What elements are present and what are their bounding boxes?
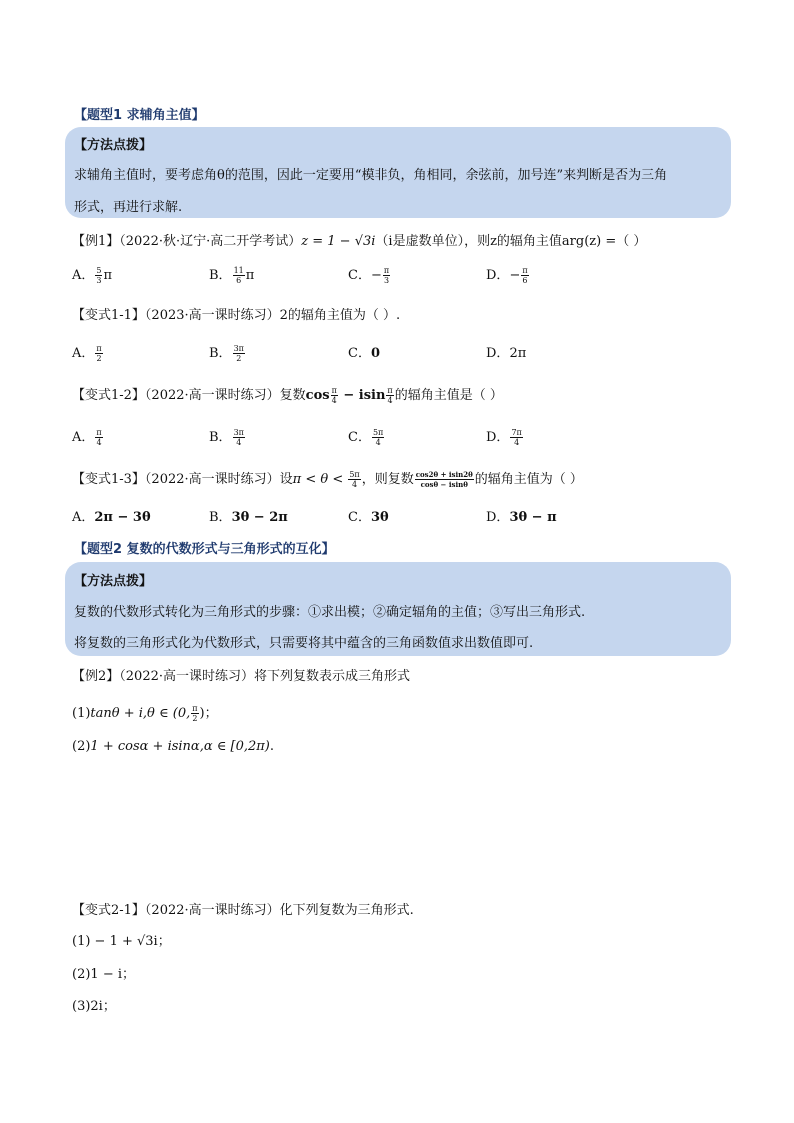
option-label: C． xyxy=(348,430,371,445)
option-value: 3θ − π xyxy=(509,510,557,525)
item-end: . xyxy=(269,739,275,754)
variant-1-3-question xyxy=(72,468,583,489)
example1-prefix: 【例1】（2022·秋·辽宁·高二开学考试） xyxy=(72,234,302,249)
option-label: B． xyxy=(209,430,232,445)
option-label: A． xyxy=(72,346,95,361)
fraction xyxy=(372,428,384,447)
method-text-1b: 形式，再进行求解. xyxy=(74,200,183,215)
fraction xyxy=(383,266,390,285)
option-label: D． xyxy=(486,268,510,283)
option-tail: π xyxy=(103,268,113,283)
fraction-denominator: 2 xyxy=(96,354,102,363)
example1-option-b[interactable] xyxy=(209,264,254,285)
example2-question: 【例2】（2022·高一课时练习）将下列复数表示成三角形式 xyxy=(72,669,410,684)
fraction xyxy=(191,704,198,723)
variant-1-2-question xyxy=(72,384,503,405)
variant-2-1-question: 【变式2-1】（2022·高一课时练习）化下列复数为三角形式. xyxy=(72,903,414,918)
fraction-denominator: cosθ − isinθ xyxy=(420,480,468,489)
fraction xyxy=(233,428,245,447)
variant-1-3-suffix: 的辐角主值为（ ） xyxy=(474,472,583,487)
option-value: 2π − 3θ xyxy=(94,510,151,525)
fraction-numerator: 3π xyxy=(233,344,244,353)
variant-1-2-option-a[interactable] xyxy=(72,426,104,447)
variant-1-2-mid: − isin xyxy=(338,388,386,403)
option-label: A． xyxy=(72,430,95,445)
variant-1-3-prefix: 【变式1-3】（2022·高一课时练习）设 xyxy=(72,472,293,487)
fraction-numerator: 5π xyxy=(372,428,384,437)
fraction-numerator: π xyxy=(192,704,198,713)
fraction-numerator: π xyxy=(522,266,528,275)
fraction xyxy=(233,344,245,363)
fraction xyxy=(386,386,393,405)
option-label: C． xyxy=(348,268,371,283)
variant-2-1-item-3: (3)2i； xyxy=(72,999,116,1014)
fraction-denominator: 2 xyxy=(236,354,242,363)
fraction-numerator: 3π xyxy=(233,428,244,437)
fraction-denominator: 4 xyxy=(387,396,393,405)
item-expression: 1 + cosα + isinα,α ∈ [0,2π) xyxy=(90,739,270,754)
item-end: )； xyxy=(199,706,218,721)
fraction-numerator: π xyxy=(387,386,393,395)
option-label: D． xyxy=(486,510,510,525)
fraction xyxy=(331,386,338,405)
item-number: (2) xyxy=(72,739,91,754)
option-tail: π xyxy=(245,268,255,283)
variant-1-2-suffix: 的辐角主值是（ ） xyxy=(394,388,503,403)
variant-1-3-option-b[interactable] xyxy=(209,506,288,525)
variant-1-3-option-a[interactable] xyxy=(72,506,151,525)
fraction xyxy=(348,470,360,489)
option-label: B． xyxy=(209,268,232,283)
variant-1-3-condition: π < θ < xyxy=(292,472,348,487)
fraction-denominator: 6 xyxy=(236,276,242,285)
fraction xyxy=(95,344,102,363)
variant-1-3-option-c[interactable] xyxy=(348,506,389,525)
variant-1-2-prefix: 【变式1-2】（2022·高一课时练习）复数 xyxy=(72,388,306,403)
example1-expr: z = 1 − √3i xyxy=(301,234,376,249)
method-text-2a: 复数的代数形式转化为三角形式的步骤：①求出模；②确定辐角的主值；③写出三角形式. xyxy=(74,605,586,620)
variant-1-1-option-a[interactable] xyxy=(72,342,104,363)
fraction-denominator: 4 xyxy=(351,480,358,489)
fraction-denominator: 4 xyxy=(96,438,102,447)
fraction-numerator: 5π xyxy=(349,470,360,479)
example1-question xyxy=(72,230,646,249)
fraction-numerator: π xyxy=(331,386,337,395)
fraction-numerator: π xyxy=(96,428,102,437)
option-label: C． xyxy=(348,510,371,525)
example2-item-1 xyxy=(72,702,218,723)
fraction-denominator: 4 xyxy=(375,438,381,447)
fraction xyxy=(95,266,102,285)
variant-1-1-option-b[interactable] xyxy=(209,342,246,363)
variant-1-3-option-d[interactable] xyxy=(486,506,557,525)
option-label: B． xyxy=(209,346,232,361)
variant-1-1-option-c[interactable] xyxy=(348,342,380,361)
variant-1-2-option-c[interactable] xyxy=(348,426,385,447)
option-value: 0 xyxy=(370,346,380,361)
variant-1-2-option-b[interactable] xyxy=(209,426,246,447)
fraction-numerator: 11 xyxy=(233,266,244,275)
option-value: 3θ xyxy=(370,510,389,525)
fraction-denominator: 2 xyxy=(192,714,198,723)
item-expression: tanθ + i,θ ∈ (0, xyxy=(90,706,191,721)
item-number: (1) xyxy=(72,706,91,721)
variant-1-1-option-d[interactable] xyxy=(486,342,526,361)
variant-1-2-cos: cos xyxy=(305,388,330,403)
fraction-denominator: 3 xyxy=(383,276,390,285)
section1-heading: 【题型1 求辅角主值】 xyxy=(74,108,205,123)
option-label: A． xyxy=(72,510,95,525)
method-text-2b: 将复数的三角形式化为代数形式，只需要将其中蕴含的三角函数值求出数值即可. xyxy=(74,636,534,651)
fraction xyxy=(233,266,245,285)
fraction-numerator: 7π xyxy=(511,428,522,437)
example1-option-a[interactable] xyxy=(72,264,112,285)
fraction xyxy=(415,470,474,489)
section2-heading: 【题型2 复数的代数形式与三角形式的互化】 xyxy=(74,542,335,557)
method-text-1a: 求辅角主值时，要考虑角θ的范围，因此一定要用“模非负，角相同，余弦前，加号连”来判断是否为三角 xyxy=(74,168,668,183)
variant-1-2-option-d[interactable] xyxy=(486,426,524,447)
fraction-numerator: 5 xyxy=(96,266,102,275)
option-label: D． xyxy=(486,430,510,445)
example1-option-c[interactable] xyxy=(348,264,391,285)
fraction-numerator: cos2θ + isin2θ xyxy=(415,470,473,479)
variant-2-1-item-1: (1) − 1 + √3i； xyxy=(72,934,171,949)
variant-1-1-question: 【变式1-1】（2023·高一课时练习）2的辐角主值为（ ）. xyxy=(72,308,401,323)
fraction-denominator: 4 xyxy=(236,438,242,447)
option-label: B． xyxy=(209,510,232,525)
fraction-numerator: π xyxy=(383,266,390,275)
example1-option-d[interactable] xyxy=(486,264,530,285)
option-value: 2π xyxy=(509,346,527,361)
option-label: D． xyxy=(486,346,510,361)
option-sign: − xyxy=(370,268,382,283)
option-sign: − xyxy=(509,268,521,283)
variant-1-3-mid: ，则复数 xyxy=(361,472,414,487)
fraction xyxy=(510,428,522,447)
fraction-numerator: π xyxy=(96,344,102,353)
fraction-denominator: 4 xyxy=(331,396,337,405)
fraction-denominator: 4 xyxy=(514,438,520,447)
fraction xyxy=(521,266,528,285)
option-value: 3θ − 2π xyxy=(231,510,288,525)
option-label: C． xyxy=(348,346,371,361)
example2-item-2 xyxy=(72,739,274,754)
fraction-denominator: 6 xyxy=(522,276,528,285)
fraction xyxy=(95,428,102,447)
variant-2-1-item-2: (2)1 − i； xyxy=(72,967,136,982)
method-title-2: 【方法点拨】 xyxy=(74,574,153,589)
fraction-denominator: 3 xyxy=(96,276,102,285)
method-title-1: 【方法点拨】 xyxy=(74,138,153,153)
example1-suffix: （i是虚数单位），则z的辐角主值arg(z) =（ ） xyxy=(375,234,647,249)
option-label: A． xyxy=(72,268,95,283)
